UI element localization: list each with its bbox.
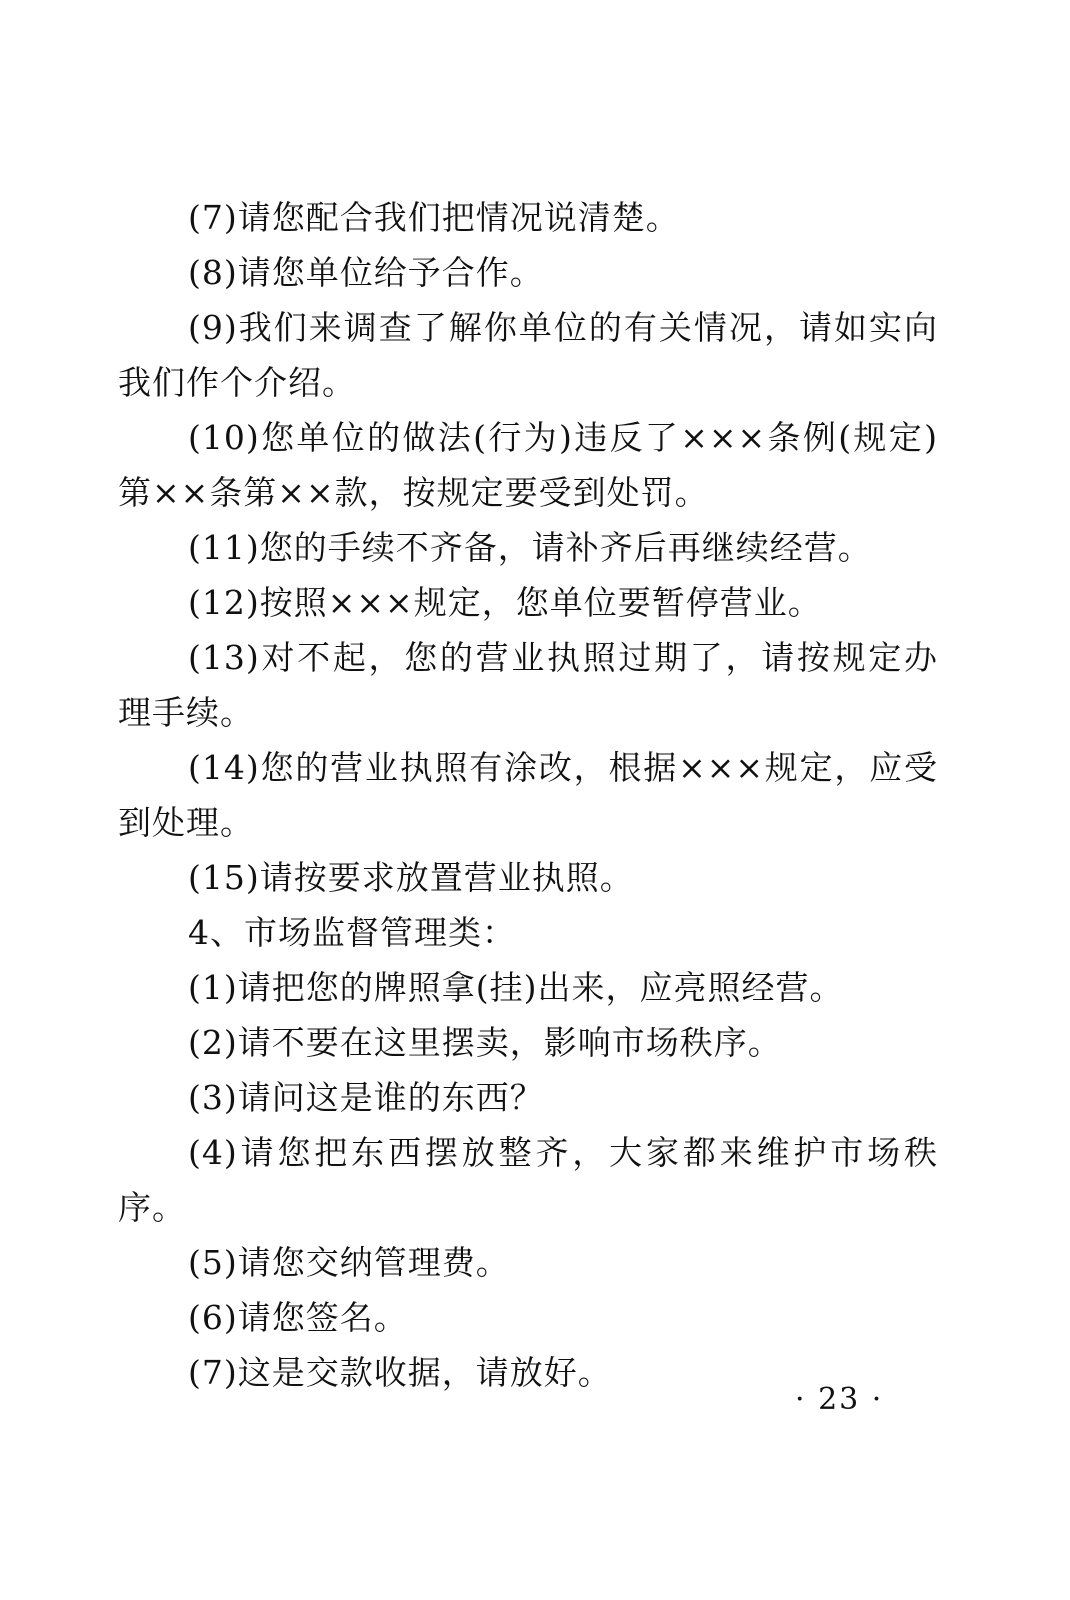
paragraph-item-8-unit-cooperation: (8)请您单位给予合作。 — [188, 253, 544, 292]
paragraph-item-9-investigation: (9)我们来调查了解你单位的有关情况，请如实向我们作个介绍。 — [118, 308, 938, 402]
paragraph-item-6-sign: (6)请您签名。 — [188, 1298, 408, 1337]
paragraph-item-12-suspend: (12)按照×××规定，您单位要暂停营业。 — [188, 583, 822, 622]
body-text — [118, 190, 938, 1400]
paragraph-item-7-cooperate: (7)请您配合我们把情况说清楚。 — [188, 198, 680, 237]
paragraph-item-15-display-license: (15)请按要求放置营业执照。 — [188, 858, 634, 897]
page-number: · 23 · — [795, 1382, 884, 1417]
paragraph-item-1-show-license: (1)请把您的牌照拿(挂)出来，应亮照经营。 — [188, 968, 844, 1007]
paragraph-item-5-pay-fee: (5)请您交纳管理费。 — [188, 1243, 510, 1282]
paragraph-item-13-expired-license: (13)对不起，您的营业执照过期了，请按规定办理手续。 — [118, 638, 938, 732]
section-heading-market-supervision: 4、市场监督管理类： — [188, 913, 516, 952]
paragraph-item-14-altered-license: (14)您的营业执照有涂改，根据×××规定，应受到处理。 — [118, 748, 938, 842]
paragraph-item-2-no-vending: (2)请不要在这里摆卖，影响市场秩序。 — [188, 1023, 782, 1062]
paragraph-item-10-violation: (10)您单位的做法(行为)违反了×××条例(规定)第××条第××款，按规定要受到处罚。 — [118, 418, 938, 512]
paragraph-item-4-arrange-goods: (4)请您把东西摆放整齐，大家都来维护市场秩序。 — [118, 1133, 938, 1227]
paragraph-item-7-receipt: (7)这是交款收据，请放好。 — [188, 1353, 612, 1392]
paragraph-item-11-procedures: (11)您的手续不齐备，请补齐后再继续经营。 — [188, 528, 872, 567]
paragraph-item-3-whose-item: (3)请问这是谁的东西？ — [188, 1078, 544, 1117]
